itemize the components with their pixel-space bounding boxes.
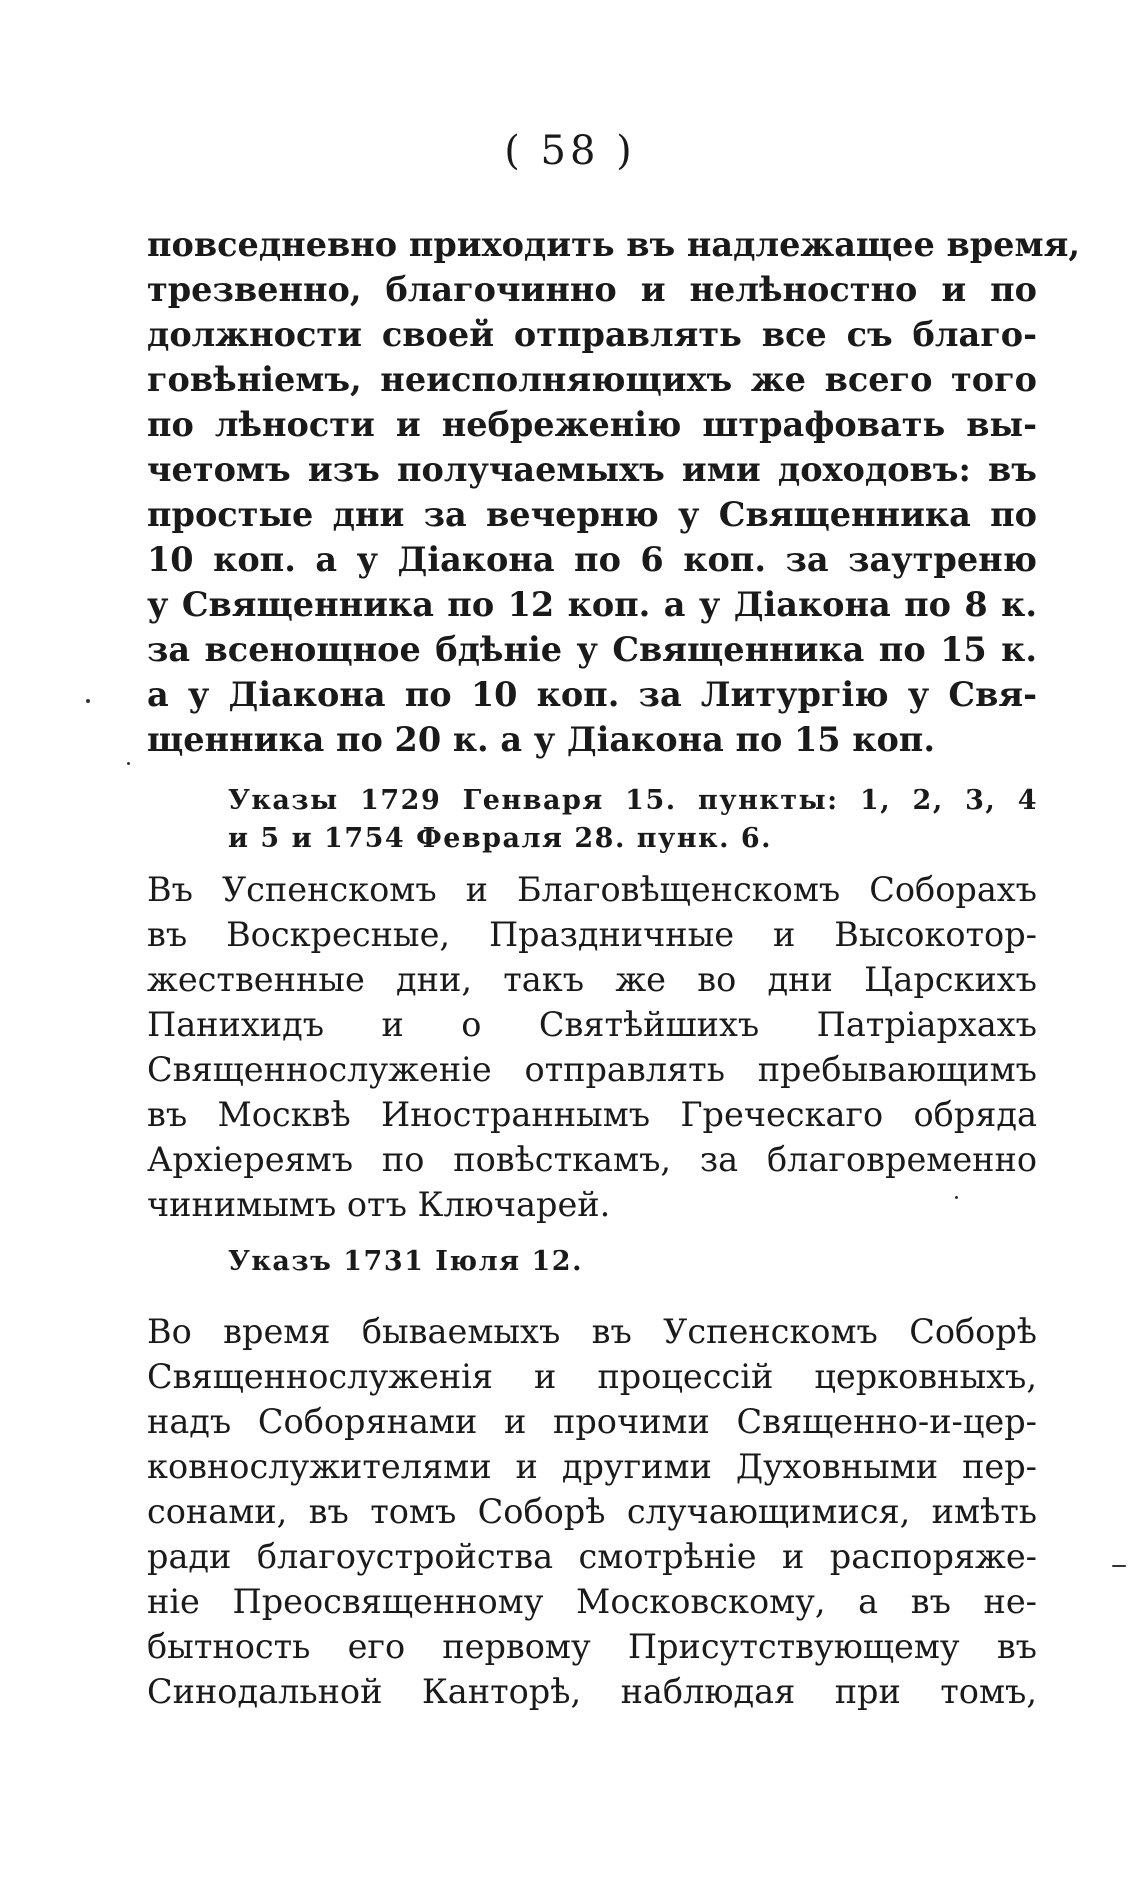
text-line: сонами, въ томъ Соборѣ случающимися, имѣть	[147, 1492, 1037, 1531]
speck	[955, 1196, 958, 1199]
speck	[127, 762, 130, 765]
page-number: ( 58 )	[504, 128, 636, 174]
text-line: Въ Успенскомъ и Благовѣщенскомъ Соборахъ	[147, 870, 1037, 909]
text-line: простые дни за вечерню у Священника по	[147, 495, 1037, 534]
text-line: за всенощное бдѣніе у Священника по 15 к.	[147, 630, 1037, 669]
text-line: ради благоустройства смотрѣніе и распоряже-	[147, 1537, 1037, 1576]
text-line: Панихидъ и о Святѣйшихъ Патріархахъ	[147, 1005, 1037, 1044]
text-line: чинимымъ отъ Ключарей.	[147, 1185, 611, 1224]
text-line: говѣніемъ, неисполняющихъ же всего того	[147, 360, 1037, 399]
speck	[86, 699, 90, 703]
text-line: ковнослужителями и другими Духовными пер-	[147, 1447, 1037, 1486]
paragraph-3	[147, 1309, 1037, 1714]
text-line: Во время бываемыхъ въ Успенскомъ Соборѣ	[147, 1312, 1037, 1351]
decree-reference-1	[228, 782, 1038, 858]
paragraph-2	[147, 867, 1037, 1227]
reference-line: Указы 1729 Генваря 15. пункты: 1, 2, 3, 4	[228, 785, 1038, 816]
text-line: жественные дни, такъ же во дни Царскихъ	[147, 960, 1037, 999]
speck	[1112, 1565, 1126, 1567]
text-line: у Священника по 12 коп. а у Діакона по 8 к.	[147, 585, 1037, 624]
text-line: 10 коп. а у Діакона по 6 коп. за заутреню	[147, 540, 1037, 579]
text-line: надъ Соборянами и прочими Священно-и-цер-	[147, 1402, 1037, 1441]
text-line: бытность его первому Присутствующему въ	[147, 1627, 1037, 1666]
paragraph-1	[147, 222, 1080, 762]
reference-line: и 5 и 1754 Февраля 28. пунк. 6.	[228, 823, 773, 854]
text-line: Архіереямъ по повѣсткамъ, за благовременно	[147, 1140, 1037, 1179]
decree-reference-2	[228, 1243, 628, 1281]
text-line: въ Москвѣ Иностраннымъ Греческаго обряда	[147, 1095, 1037, 1134]
text-line: ніе Преосвященному Московскому, а въ не-	[147, 1582, 1037, 1621]
text-line: Священнослуженіе отправлять пребывающимъ	[147, 1050, 1037, 1089]
text-line: Синодальной Канторѣ, наблюдая при томъ,	[147, 1672, 1037, 1711]
text-line: а у Діакона по 10 коп. за Литургію у Свя-	[147, 675, 1037, 714]
text-line: четомъ изъ получаемыхъ ими доходовъ: въ	[147, 450, 1037, 489]
text-line: щенника по 20 к. а у Діакона по 15 коп.	[147, 720, 935, 759]
text-line: по лѣности и небреженію штрафовать вы-	[147, 405, 1037, 444]
text-line: Священнослуженія и процессій церковныхъ,	[147, 1357, 1037, 1396]
text-line: повседневно приходить въ надлежащее время,	[147, 225, 1080, 264]
text-line: должности своей отправлять все съ благо-	[147, 315, 1037, 354]
text-line: трезвенно, благочинно и нелѣностно и по	[147, 270, 1037, 309]
text-line: въ Воскресные, Праздничные и Высокотор-	[147, 915, 1037, 954]
reference-line: Указъ 1731 Іюля 12.	[228, 1246, 583, 1277]
